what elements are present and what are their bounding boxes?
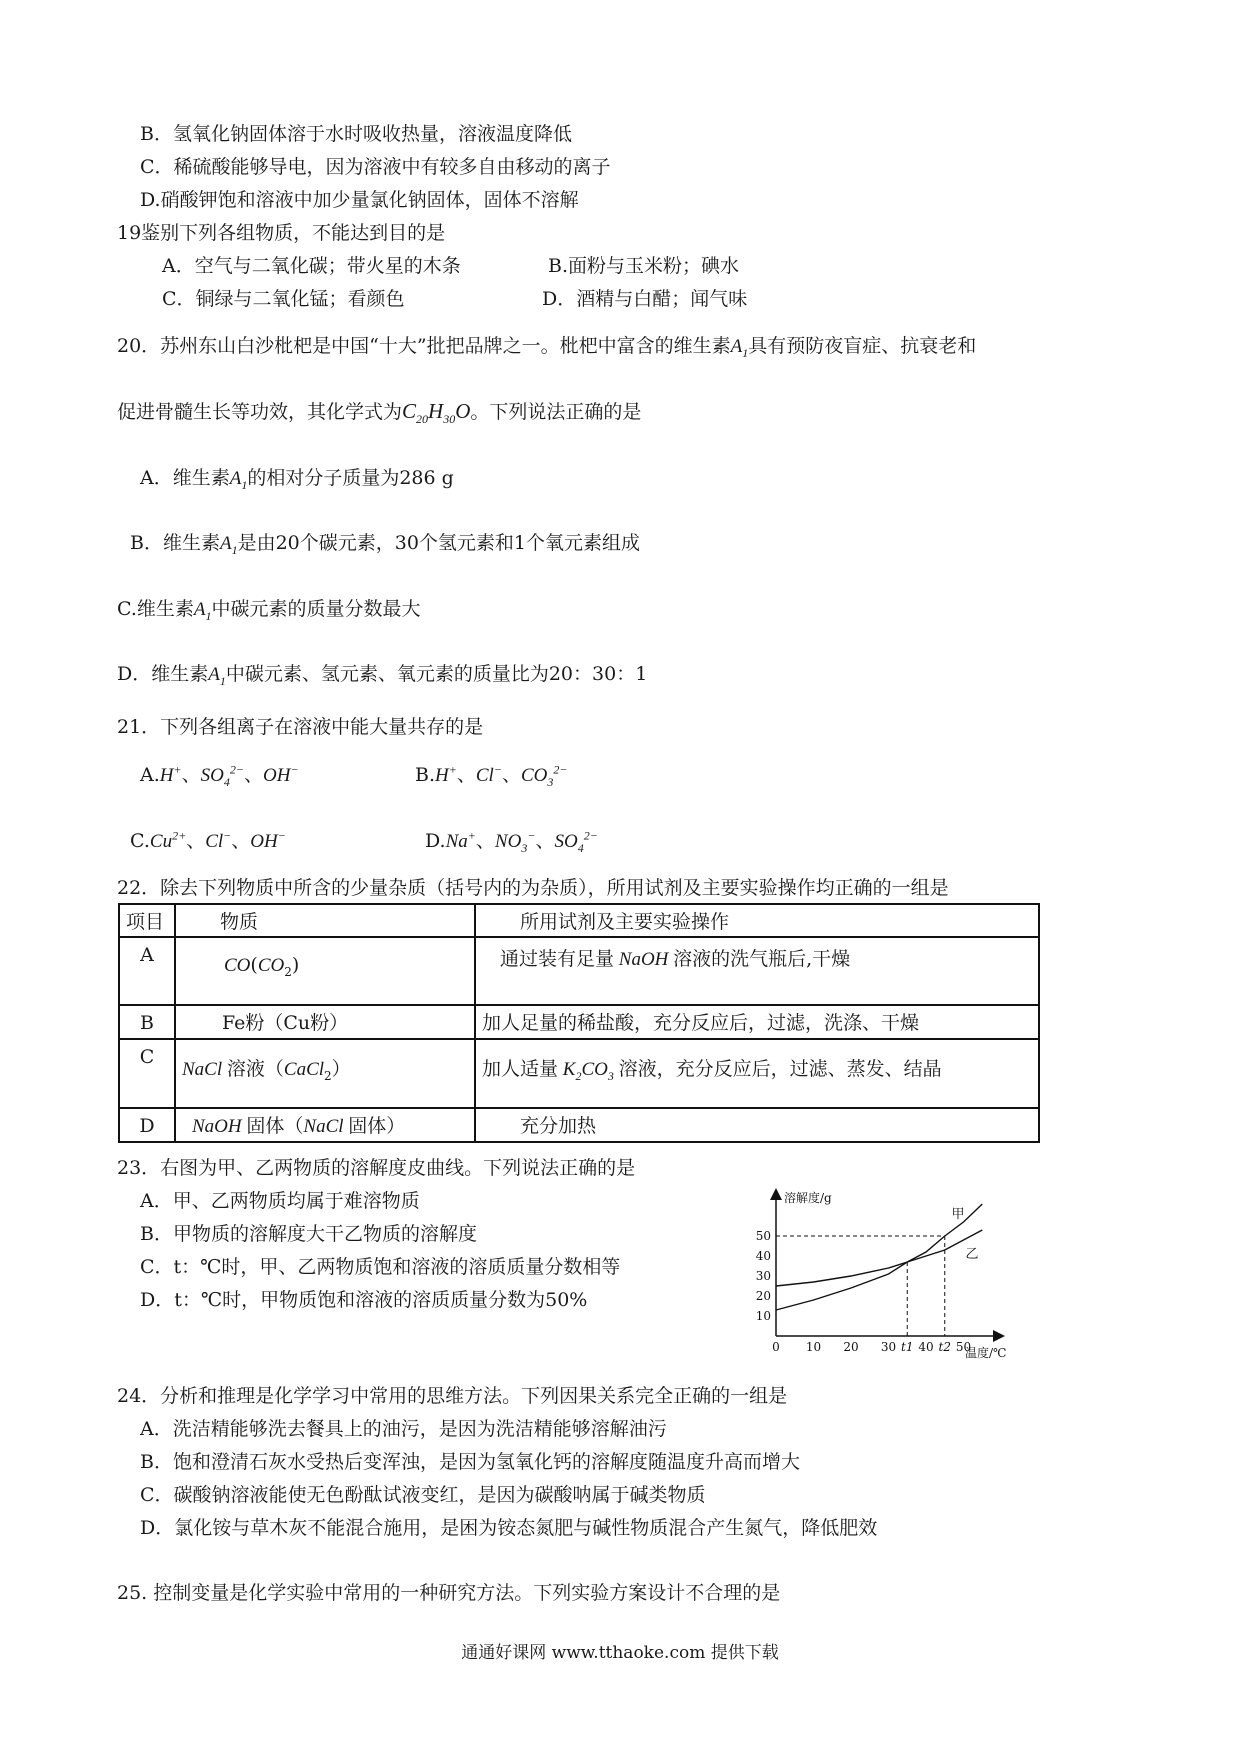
q21-options-row2: [130, 829, 598, 854]
q21-option-c: $C.Cu^{2+}$、Cl−、OH−: [130, 828, 286, 852]
q20-stem-line1: [117, 334, 976, 359]
x-tick-label: 40: [918, 1340, 934, 1354]
q20-stem-line2: [117, 399, 642, 427]
row-a-op-pre: 通过装有足量: [500, 948, 615, 970]
q18-option-d: D.硝酸钾饱和溶液中加少量氯化钠固体，固体不溶解: [140, 189, 579, 211]
vitamin-a1-symbol: $A_1$: [193, 599, 212, 623]
q20-stem2-text-end: 。下列说法正确的是: [470, 401, 642, 423]
q19-option-d: D．酒精与白醋；闻气味: [542, 288, 748, 310]
vitamin-a1-symbol: $A_1$: [229, 468, 248, 492]
row-a-op-post: 溶液的洗气瓶后,干燥: [673, 948, 851, 970]
q20-option-d: [117, 662, 647, 687]
q18-option-c: C．稀硫酸能够导电，因为溶液中有较多自由移动的离子: [140, 156, 611, 178]
row-c-op-pre: 加人适量: [482, 1058, 559, 1080]
x-tick-label: 30: [880, 1340, 897, 1354]
y-tick-label: 40: [755, 1249, 771, 1263]
row-c-id: C: [119, 1039, 175, 1108]
row-b-operation: 加人足量的稀盐酸，充分反应后，过滤，洗涤、干燥: [475, 1005, 1039, 1039]
q19-options-row1: [162, 254, 739, 278]
vitamin-a1-symbol: $A_1$: [208, 664, 226, 688]
row-d-sub-end: 固体）: [348, 1115, 406, 1137]
q21-option-c-label: C.: [130, 830, 150, 852]
row-d-substance: NaOH 固体（NaCl 固体）: [175, 1108, 475, 1142]
q23-option-b: B．甲物质的溶解度大干乙物质的溶解度: [140, 1223, 477, 1245]
table-row: [119, 1005, 1039, 1039]
x-tick-label: 20: [843, 1340, 859, 1354]
y-tick-label: 50: [755, 1229, 771, 1243]
q22-stem: 22．除去下列物质中所含的少量杂质（括号内的为杂质），所用试剂及主要实验操作均正确的一组是: [117, 877, 949, 899]
q19-option-a: A．空气与二氧化碳；带火星的木条: [162, 255, 461, 277]
q23-option-a: A．甲、乙两物质均属于难溶物质: [140, 1190, 420, 1212]
row-c-sub-end: ）: [331, 1058, 351, 1080]
q21-option-a-label: A.: [140, 764, 160, 786]
series-label: 甲: [951, 1207, 965, 1222]
vitamin-a1-symbol: $A_1$: [730, 336, 749, 360]
header-item: 项目: [119, 904, 175, 937]
q24-option-c: C．碳酸钠溶液能使无色酚酞试液变红，是因为碳酸呐属于碱类物质: [140, 1484, 706, 1506]
q20-option-a-post: 的相对分子质量为286 g: [247, 467, 454, 489]
q23-option-d: D．t：℃时，甲物质饱和溶液的溶质质量分数为50%: [140, 1289, 588, 1311]
q19-option-c: C．铜绿与二氧化锰；看颜色: [162, 288, 405, 310]
q24-option-a: A．洗洁精能够洗去餐具上的油污，是因为洗洁精能够溶解油污: [140, 1418, 667, 1440]
row-d-id: D: [119, 1108, 175, 1142]
x-tick-label: 0: [772, 1340, 780, 1354]
row-c-op-post: 溶液，充分反应后，过滤、蒸发、结晶: [618, 1058, 942, 1080]
x-axis-label: 温度/℃: [965, 1346, 1007, 1360]
x-tick-label: 10: [805, 1340, 822, 1354]
row-c-operation: 加人适量 $K_2CO_3$ 溶液，充分反应后，过滤、蒸发、结晶: [475, 1039, 1039, 1108]
q23-option-c: C．t：℃时，甲、乙两物质饱和溶液的溶质质量分数相等: [140, 1256, 621, 1278]
q20-option-c-post: 中碳元素的质量分数最大: [211, 598, 421, 620]
row-a-operation: 通过装有足量 NaOH 溶液的洗气瓶后,干燥: [475, 937, 1039, 1005]
q20-stem-text-end: 具有预防夜盲症、抗衰老和: [748, 335, 977, 357]
table-row: [119, 1108, 1039, 1142]
q20-option-a: [140, 466, 454, 491]
x-tick-label: 50: [955, 1340, 972, 1354]
row-d-sub-mid: 固体（: [246, 1115, 304, 1137]
row-c-substance: NaCl 溶液（CaCl$_2$）: [175, 1039, 475, 1108]
row-c-sub-mid: 溶液（: [226, 1058, 284, 1080]
solubility-chart: [740, 1185, 1040, 1360]
q21-option-d: D.Na+、$NO_3^-$、$SO_4^{2-}$: [425, 828, 598, 855]
series-label: 乙: [965, 1247, 979, 1262]
q20-option-a-pre: A．维生素: [140, 467, 230, 489]
header-substance: 物质: [175, 904, 475, 937]
q21-options-row1: [140, 763, 567, 788]
row-b-id: B: [119, 1005, 175, 1039]
q19-option-b: B.面粉与玉米粉；碘水: [548, 255, 740, 277]
q20-option-b-pre: B．维生素: [130, 532, 220, 554]
y-tick-label: 10: [755, 1309, 771, 1323]
q24-option-b: B．饱和澄清石灰水受热后变浑浊，是因为氢氧化钙的溶解度随温度升高而增大: [140, 1451, 800, 1473]
table-header-row: [119, 904, 1039, 937]
x-tick-label: t1: [901, 1340, 914, 1354]
table-row: [119, 1039, 1039, 1108]
q20-option-b: [130, 531, 640, 556]
q21-option-d-label: D.: [425, 830, 446, 852]
q22-table: [118, 903, 1040, 1143]
q20-option-b-post: 是由20个碳元素，30个氢元素和1个氧元素组成: [237, 532, 641, 554]
q24-option-d: D．氯化铵与草木灰不能混合施用，是困为铵态氮肥与碱性物质混合产生氮气，降低肥效: [140, 1517, 878, 1539]
q18-option-b: B．氢氧化钠固体溶于水时吸收热量，溶液温度降低: [140, 123, 572, 145]
q25-stem: 25. 控制变量是化学实验中常用的一种研究方法。下列实验方案设计不合理的是: [117, 1582, 781, 1604]
q19-stem: 19鉴别下列各组物质，不能达到目的是: [117, 222, 446, 244]
q20-option-d-pre: D．维生素: [117, 663, 209, 685]
page-footer: 通通好课网 www.tthaoke.com 提供下载: [461, 1643, 779, 1663]
q21-option-b: B.H+、Cl−、$CO_3^{2-}$: [415, 762, 568, 789]
header-reagent: 所用试剂及主要实验操作: [475, 904, 1039, 937]
y-tick-label: 30: [755, 1269, 771, 1283]
q24-stem: 24．分析和推理是化学学习中常用的思维方法。下列因果关系完全正确的一组是: [117, 1385, 788, 1407]
q21-option-a: A.H+、$SO_4^{2-}$、OH−: [140, 762, 299, 789]
row-a-id: A: [119, 937, 175, 1005]
q21-option-b-label: B.: [415, 764, 436, 786]
y-axis-label: 溶解度/g: [784, 1191, 832, 1205]
q23-stem: 23．右图为甲、乙两物质的溶解度皮曲线。下列说法正确的是: [117, 1157, 636, 1179]
table-row: [119, 937, 1039, 1005]
q20-option-c-pre: C.维生素: [117, 598, 194, 620]
q20-stem2-text: 促进骨髓生长等功效，其化学式为: [117, 401, 403, 423]
q20-option-d-post: 中碳元素、氢元素、氧元素的质量比为20：30：1: [225, 663, 648, 685]
q21-stem: 21．下列各组离子在溶液中能大量共存的是: [117, 716, 484, 738]
row-d-operation: 充分加热: [475, 1108, 1039, 1142]
y-tick-label: 20: [755, 1289, 771, 1303]
row-a-substance: $CO(CO_2)$: [175, 937, 475, 1005]
q19-options-row2: [162, 287, 747, 311]
q20-option-c: [117, 597, 421, 622]
formula-c20h30o: $C_{20}H_{30}O$: [402, 399, 471, 427]
row-b-substance: Fe粉（Cu粉）: [175, 1005, 475, 1039]
vitamin-a1-symbol: $A_1$: [219, 533, 238, 557]
q20-stem-text: 20．苏州东山白沙枇杷是中国“十大”批把品牌之一。枇杷中富含的维生素: [117, 335, 731, 357]
x-tick-label: t2: [938, 1340, 951, 1354]
